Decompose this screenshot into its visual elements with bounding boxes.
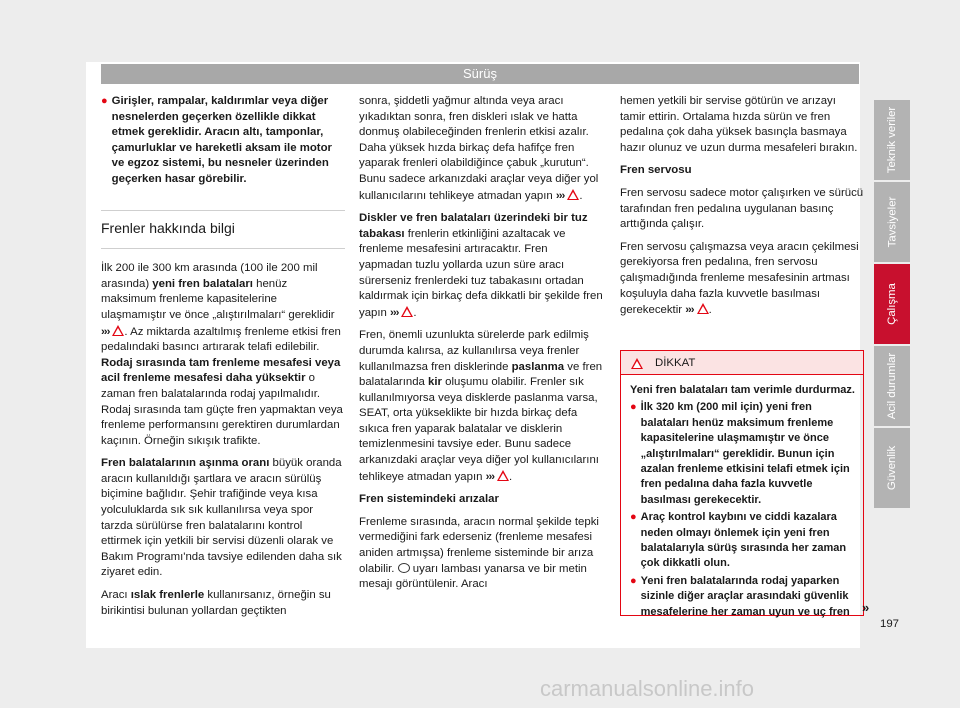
text: Frenleme sırasında, aracın normal şekilde tepki vermediğini fark ederseniz (frenleme mesafesi aniden artmışsa) frenleme sisteminde bir arıza olabilir. [359, 515, 599, 575]
warning-triangle-icon [112, 325, 124, 336]
subheading: Fren sistemindeki arızalar [359, 493, 499, 506]
reference-arrows[interactable]: ››› [555, 189, 565, 202]
bold-text: ıslak frenlerle [130, 589, 205, 602]
paragraph [101, 588, 345, 619]
column-3 [620, 94, 864, 326]
warning-box-header [621, 351, 863, 375]
reference-arrows[interactable]: ››› [390, 306, 399, 319]
text: o zaman fren balatalarında rodaj yapılmalıdır. Rodaj sırasında tam güçte fren yapmaktan veya frenleme performansını gerektiren durumlardan kaçının. Örneğin sıkışık trafikte. [101, 372, 343, 447]
brake-warning-lamp-icon [398, 563, 410, 573]
text: ve fren balatalarında [359, 360, 603, 389]
bullet-dot-icon: ● [630, 574, 637, 587]
warning-triangle-icon [497, 470, 509, 481]
warning-triangle-icon [697, 303, 709, 314]
paragraph: Fren servosu çalışmazsa veya aracın çekilmesi gerekiyorsa fren pedalına, fren servosu çalışmadığında frenleme mesafesinin artması koşuluyla daha fazla kuvvetle basılması gerekecektir ››› . [620, 240, 859, 317]
text: Aracı [101, 589, 131, 602]
subheading: Fren servosu [620, 164, 692, 177]
warning-item [630, 400, 855, 508]
text: İlk 200 ile 300 km arasında (100 ile 200 mil arasında) [101, 262, 318, 290]
warning-intro: Yeni fren balataları tam verimle durdurmaz. [630, 384, 855, 396]
bold-text: Diskler ve fren balataları üzerindeki bir tuz tabakası [359, 212, 588, 240]
text: henüz maksimum frenleme kapasitelerine ulaşmamıştır ve önce „alıştırılmaları“ gereklidir [101, 277, 335, 321]
text: kullanırsanız, örneğin su birikintisi bulunan yollardan geçtikten [101, 589, 331, 617]
paragraph [101, 261, 345, 449]
side-tabs [874, 100, 910, 510]
reference-arrows[interactable]: ››› [685, 304, 694, 317]
bullet-text: Girişler, rampalar, kaldırımlar veya diğer nesnelerden geçerken özellikle dikkat etmek gereklidir. Aracın altı, tamponlar, çamurluklar ve hareketli aksam ile motor ve egzoz sistemi, bu nesneler üzerinden geçerken hasar görebilir. [111, 95, 332, 185]
tab-acil-durumlar[interactable] [874, 346, 910, 426]
text: Fren, önemli uzunlukta sürelerde park edilmiş durumda kalırsa, az kullanılırsa veya frenler kullanılmazsa fren disklerinde [359, 329, 589, 373]
text: oluşumu olabilir. Frenler sık kullanılmıyorsa veya disklerde paslanma varsa, SEAT, orta yükseklikte bir hızda birkaç defa sıkıca fren yaparak balatalar ve disklerin temizlenmesini tavsiye eder. Bunu sadece arkanızdaki araçlar veya diğer yol kullanıcılarını tehlikeye atmadan yapın [359, 376, 599, 483]
warning-box-body [621, 375, 863, 620]
warning-triangle-icon [401, 306, 413, 317]
warning-title: DİKKAT [655, 356, 696, 369]
warning-item-text: Araç kontrol kaybını ve ciddi kazalara neden olmayı önlemek için yeni fren balatalarıyla sürüş sırasında her zaman çok dikkatli olun. [640, 511, 847, 570]
bullet-dot-icon: ● [630, 511, 637, 524]
bold-text: Rodaj sırasında tam frenleme mesafesi veya acil frenleme mesafesi daha yüksektir [101, 356, 341, 385]
bold-text: kir [428, 376, 442, 389]
warning-item-text: İlk 320 km (200 mil için) yeni fren balataları henüz maksimum frenleme kapasitelerine ulaşmamıştır ve önce „alıştırılmaları“ gereklidir. Bunun için azalan frenleme etkisini telafi etmek için fren pedalına daha fazla kuvvetle basılması gerekecektir. [640, 401, 850, 506]
tab-label: Acil durumlar [886, 352, 898, 420]
tab-label: Güvenlik [886, 445, 899, 491]
bold-text: Fren balatalarının aşınma oranı [101, 457, 270, 470]
warning-item [630, 510, 855, 572]
paragraph: Fren, önemli uzunlukta sürelerde park edilmiş durumda kalırsa, az kullanılırsa veya frenler kullanılmazsa fren disklerinde paslanma ve fren balatalarında kir oluşumu olabilir. Frenler sık kullanılmıyorsa veya disklerde paslanma varsa, SEAT, orta yükseklikte bir hızda birkaç defa sıkıca fren yaparak balatalar ve disklerin temizlenmesini tavsiye eder. Bunu sadece arkanızdaki araçlar veya diğer yol kullanıcılarını tehlikeye atmadan yapın ››› . [359, 329, 603, 483]
bullet-dot-icon: ● [630, 401, 637, 414]
warning-triangle-icon [631, 358, 643, 369]
reference-arrows[interactable]: ››› [101, 325, 110, 338]
warning-triangle-icon [567, 189, 579, 200]
warning-item-text: Yeni fren balatalarında rodaj yaparken sizinle diğer araçlar arasındaki güvenlik mesafelerine her zaman uyun ve uç fren [640, 574, 850, 618]
text: . Az miktarda azaltılmış frenleme etkisi fren pedalındaki basıncı artırarak telafi edilebilir. [101, 325, 341, 354]
bold-text: yeni fren balataları [152, 277, 253, 290]
reference-arrows[interactable]: ››› [485, 470, 495, 483]
paragraph: hemen yetkili bir servise götürün ve arızayı tamir ettirin. Ortalama hızda sürün ve fren pedalına çok daha yüksek basınçla basmaya hazır olunuz ve uzun durma mesafeleri bırakın. [620, 95, 858, 154]
continue-arrow-icon[interactable]: » [862, 600, 870, 615]
page-header: Sürüş [101, 64, 859, 84]
tab-label: Çalışma [886, 283, 898, 325]
paragraph [359, 515, 603, 593]
watermark: carmanualsonline.info [540, 676, 755, 701]
text: Fren servosu çalışmazsa veya aracın çekilmesi gerekiyorsa fren pedalına, fren servosu çalışmadığında frenleme mesafesinin artması koşuluyla daha fazla kuvvetle basılması gerekecektir [620, 240, 859, 317]
column-2 [359, 94, 603, 600]
text: uyarı lambası yanarsa ve bir metin mesajı görüntülenir. Aracı [359, 562, 587, 591]
tab-label: Tavsiyeler [886, 196, 899, 248]
text: büyük oranda aracın kullanıldığı şartlara ve aracın sürülüş biçimine bağlıdır. Şehir trafiğinde veya kısa yolculuklarda sık sık kullanılırsa veya spor tarzda sürülürse fren balatalarını kontrol ettirmek için yetkili bir servisi düzenli olarak ve Bakım Programı'nda tavsiye edilenden daha sık ziyaret edin. [101, 457, 342, 579]
paragraph: Fren servosu sadece motor çalışırken ve sürücü tarafından fren pedalına uygulanan basınç arttığında çalışır. [620, 186, 864, 231]
warning-item [630, 574, 855, 620]
paragraph: Diskler ve fren balataları üzerindeki bir tuz tabakası frenlerin etkinliğini azaltacak ve frenleme mesafesini artıracaktır. Fren yapmadan tuzlu yollarda uzun süre aracı sürerseniz frenlerdeki tuz tabakasını ortadan kaldırmak için birkaç defa dikkatli bir şekilde fren yapın ››› . [359, 212, 603, 319]
tab-teknik-veriler[interactable] [874, 100, 910, 180]
tab-tavsiyeler[interactable] [874, 182, 910, 262]
bold-text: paslanma [511, 360, 565, 373]
section-title: Frenler hakkında bilgi [101, 210, 345, 250]
bullet-dot-icon: ● [101, 95, 108, 107]
paragraph [101, 456, 345, 581]
warning-box [620, 350, 864, 616]
text: sonra, şiddetli yağmur altında veya aracı yıkadıktan sonra, fren diskleri ıslak ve hatta donmuş olabileceğinden frenlerin etkisi azalır. Daha yüksek hızda birkaç defa hafifçe fren yaparak frenleri olabildiğince çabuk „kurutun“. Bunu sadece arkanızdaki araçlar veya diğer yol kullanıcılarını tehlikeye atmadan yapın [359, 95, 599, 202]
page-number: 197 [880, 618, 900, 630]
tab-label: Teknik veriler [886, 106, 898, 174]
bullet-item [101, 94, 345, 188]
paragraph: sonra, şiddetli yağmur altında veya aracı yıkadıktan sonra, fren diskleri ıslak ve hatta donmuş olabileceğinden frenlerin etkisi azalır. Daha yüksek hızda birkaç defa hafifçe fren yaparak frenleri olabildiğince çabuk „kurutun“. Bunu sadece arkanızdaki araçlar veya diğer yol kullanıcılarını tehlikeye atmadan yapın ››› . [359, 95, 599, 202]
tab-calisma[interactable] [874, 264, 910, 344]
text: frenlerin etkinliğini azaltacak ve frenleme mesafesini artıracaktır. Fren yapmadan tuzlu yollarda uzun süre aracı sürerseniz frenlerdeki tuz tabakasını ortadan kaldırmak için birkaç defa dikkatli bir şekilde fren yapın [359, 227, 603, 319]
column-1 [101, 94, 345, 626]
tab-guvenlik[interactable] [874, 428, 910, 508]
